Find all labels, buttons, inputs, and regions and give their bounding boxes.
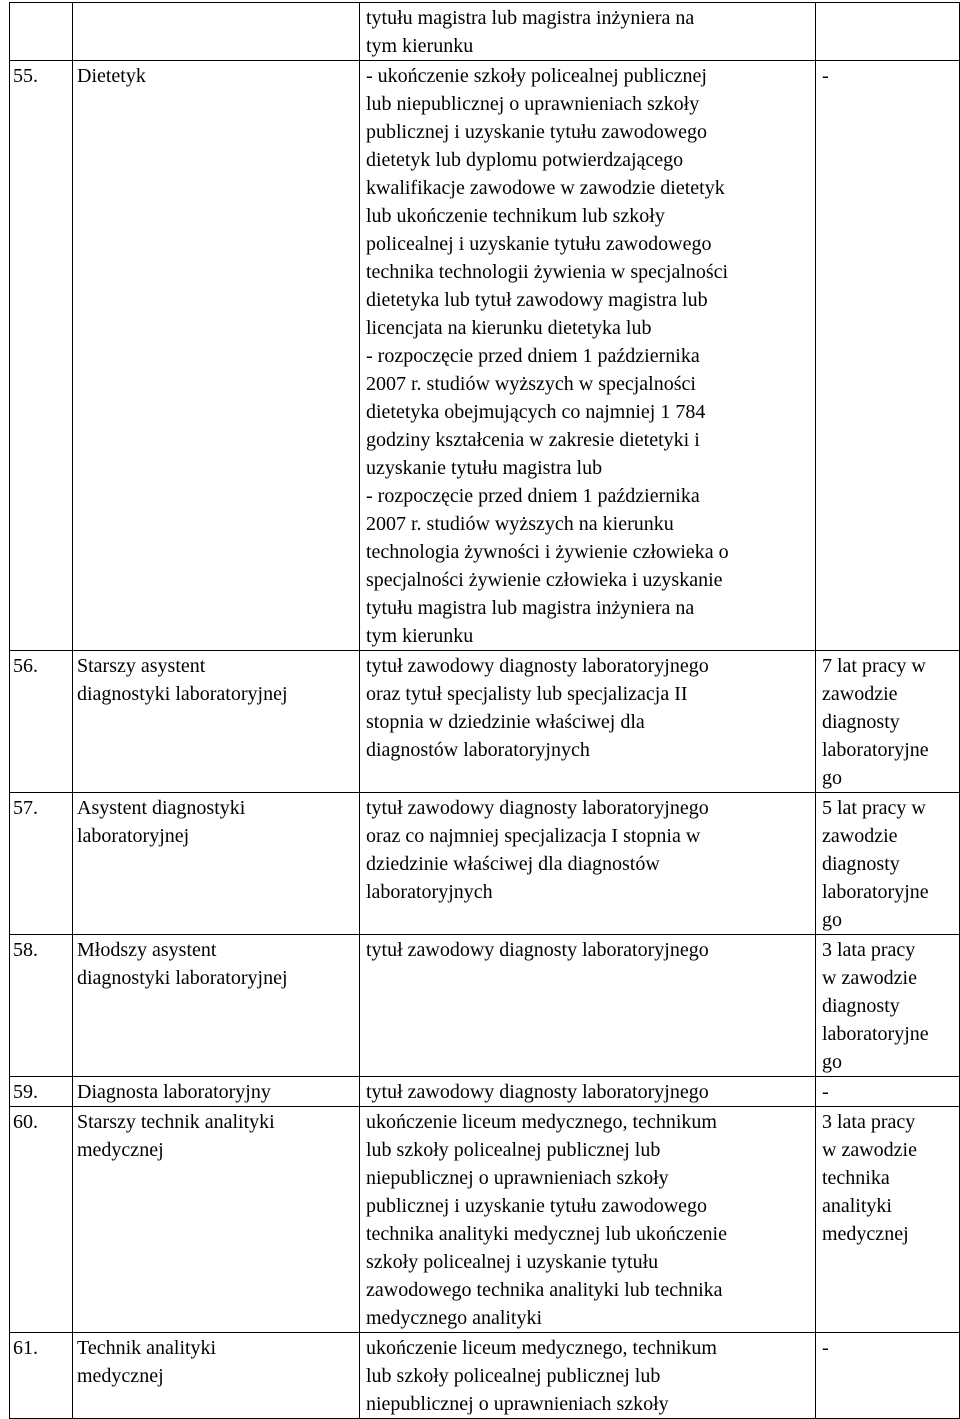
position-name-line: medycznej (77, 1139, 164, 1161)
position-number-cell (10, 61, 73, 651)
required-experience-line: - (822, 65, 829, 87)
qualification-requirements-line: tytuł zawodowy diagnosty laboratoryjnego (366, 655, 709, 677)
qualification-requirements-line: tytuł zawodowy diagnosty laboratoryjnego (366, 939, 709, 961)
position-name-cell (73, 1077, 360, 1107)
qualification-requirements-line: ukończenie liceum medycznego, technikum (366, 1337, 717, 1359)
table-row (10, 3, 960, 61)
qualification-requirements-line: tytułu magistra lub magistra inżyniera na (366, 597, 695, 619)
position-number: 55. (13, 65, 38, 87)
required-experience-line: technika (822, 1167, 890, 1189)
position-name-line: Asystent diagnostyki (77, 797, 246, 819)
qualification-requirements-line: oraz co najmniej specjalizacja I stopnia w (366, 825, 701, 847)
qualification-requirements-line: technika analityki medycznej lub ukończenie (366, 1223, 727, 1245)
qualification-requirements-line: tytuł zawodowy diagnosty laboratoryjnego (366, 797, 709, 819)
required-experience-line: laboratoryjne (822, 1023, 929, 1045)
required-experience-cell (816, 1107, 960, 1333)
required-experience-cell (816, 793, 960, 935)
qualification-requirements-line: dietetyka lub tytuł zawodowy magistra lub (366, 289, 708, 311)
qualification-requirements-line: specjalności żywienie człowieka i uzyskanie (366, 569, 723, 591)
qualifications-table (9, 2, 960, 1419)
qualification-requirements-cell (360, 935, 816, 1077)
qualification-requirements-line: zawodowego technika analityki lub technika (366, 1279, 723, 1301)
qualification-requirements-line: uzyskanie tytułu magistra lub (366, 457, 603, 479)
table-row (10, 793, 960, 935)
position-number-cell (10, 1107, 73, 1333)
required-experience-line: w zawodzie (822, 967, 917, 989)
qualification-requirements-cell (360, 1077, 816, 1107)
position-number-cell (10, 935, 73, 1077)
required-experience-line: diagnosty (822, 853, 900, 875)
qualification-requirements-line: stopnia w dziedzinie właściwej dla (366, 711, 645, 733)
qualification-requirements-line: tytułu magistra lub magistra inżyniera na (366, 7, 695, 29)
qualification-requirements-line: lub ukończenie technikum lub szkoły (366, 205, 665, 227)
required-experience-line: analityki (822, 1195, 892, 1217)
position-number-cell (10, 1077, 73, 1107)
required-experience-line: 3 lata pracy (822, 939, 916, 961)
required-experience-line: - (822, 1081, 829, 1103)
required-experience-cell (816, 61, 960, 651)
required-experience-line: diagnosty (822, 711, 900, 733)
required-experience-line: 3 lata pracy (822, 1111, 916, 1133)
qualification-requirements-line: laboratoryjnych (366, 881, 493, 903)
required-experience-line: 7 lat pracy w (822, 655, 926, 677)
required-experience-line: zawodzie (822, 825, 898, 847)
qualification-requirements-line: godziny kształcenia w zakresie dietetyki i (366, 429, 700, 451)
table-row (10, 651, 960, 793)
required-experience-line: go (822, 909, 842, 931)
qualification-requirements-line: licencjata na kierunku dietetyka lub (366, 317, 652, 339)
required-experience-line: laboratoryjne (822, 881, 929, 903)
required-experience-cell (816, 1077, 960, 1107)
required-experience-line: laboratoryjne (822, 739, 929, 761)
qualifications-table-body (10, 3, 960, 1419)
qualification-requirements-line: publicznej i uzyskanie tytułu zawodowego (366, 121, 708, 143)
required-experience-line: diagnosty (822, 995, 900, 1017)
qualification-requirements-line: diagnostów laboratoryjnych (366, 739, 590, 761)
qualification-requirements-line: niepublicznej o uprawnieniach szkoły (366, 1393, 669, 1415)
qualification-requirements-line: technika technologii żywienia w specjalności (366, 261, 729, 283)
required-experience-line: w zawodzie (822, 1139, 917, 1161)
qualification-requirements-line: lub szkoły policealnej publicznej lub (366, 1365, 661, 1387)
position-number: 57. (13, 797, 38, 819)
qualification-requirements-line: tytuł zawodowy diagnosty laboratoryjnego (366, 1081, 709, 1103)
qualification-requirements-line: dietetyka obejmujących co najmniej 1 784 (366, 401, 706, 423)
qualification-requirements-line: oraz tytuł specjalisty lub specjalizacja II (366, 683, 688, 705)
position-name-line: diagnostyki laboratoryjnej (77, 683, 288, 705)
table-row (10, 1333, 960, 1419)
qualification-requirements-line: technologia żywności i żywienie człowieka o (366, 541, 729, 563)
position-name-cell (73, 935, 360, 1077)
position-name-line: Młodszy asystent (77, 939, 217, 961)
qualification-requirements-line: niepublicznej o uprawnieniach szkoły (366, 1167, 669, 1189)
position-number: 56. (13, 655, 38, 677)
qualification-requirements-line: dietetyk lub dyplomu potwierdzającego (366, 149, 684, 171)
position-name-line: laboratoryjnej (77, 825, 190, 847)
qualification-requirements-line: tym kierunku (366, 35, 474, 57)
position-name-cell (73, 1333, 360, 1419)
qualification-requirements-line: 2007 r. studiów wyższych na kierunku (366, 513, 674, 535)
position-number: 59. (13, 1081, 38, 1103)
qualification-requirements-line: - rozpoczęcie przed dniem 1 października (366, 345, 700, 367)
position-name-line: Diagnosta laboratoryjny (77, 1081, 271, 1103)
qualification-requirements-line: 2007 r. studiów wyższych w specjalności (366, 373, 696, 395)
position-name-line: diagnostyki laboratoryjnej (77, 967, 288, 989)
required-experience-line: go (822, 1051, 842, 1073)
qualification-requirements-line: dziedzinie właściwej dla diagnostów (366, 853, 660, 875)
position-number-cell (10, 651, 73, 793)
required-experience-line: zawodzie (822, 683, 898, 705)
qualification-requirements-line: policealnej i uzyskanie tytułu zawodowego (366, 233, 712, 255)
qualification-requirements-line: lub niepublicznej o uprawnieniach szkoły (366, 93, 700, 115)
qualification-requirements-cell (360, 651, 816, 793)
table-row (10, 61, 960, 651)
table-row (10, 1077, 960, 1107)
position-number: 61. (13, 1337, 38, 1359)
position-name-cell (73, 651, 360, 793)
position-name-line: medycznej (77, 1365, 164, 1387)
position-number-cell (10, 3, 73, 61)
required-experience-cell (816, 1333, 960, 1419)
position-number-cell (10, 793, 73, 935)
qualification-requirements-line: medycznego analityki (366, 1307, 543, 1329)
table-row (10, 1107, 960, 1333)
qualification-requirements-cell (360, 793, 816, 935)
qualification-requirements-line: - rozpoczęcie przed dniem 1 października (366, 485, 700, 507)
required-experience-cell (816, 651, 960, 793)
qualification-requirements-cell (360, 61, 816, 651)
qualification-requirements-line: lub szkoły policealnej publicznej lub (366, 1139, 661, 1161)
required-experience-line: go (822, 767, 842, 789)
qualification-requirements-line: - ukończenie szkoły policealnej publicznej (366, 65, 707, 87)
table-row (10, 935, 960, 1077)
position-number: 60. (13, 1111, 38, 1133)
qualification-requirements-line: szkoły policealnej i uzyskanie tytułu (366, 1251, 659, 1273)
position-name-cell (73, 61, 360, 651)
qualification-requirements-line: kwalifikacje zawodowe w zawodzie dietetyk (366, 177, 725, 199)
qualification-requirements-line: publicznej i uzyskanie tytułu zawodowego (366, 1195, 708, 1217)
required-experience-cell (816, 3, 960, 61)
required-experience-cell (816, 935, 960, 1077)
required-experience-line: - (822, 1337, 829, 1359)
qualification-requirements-cell (360, 1107, 816, 1333)
position-number: 58. (13, 939, 38, 961)
position-name-cell (73, 793, 360, 935)
qualification-requirements-line: tym kierunku (366, 625, 474, 647)
qualification-requirements-line: ukończenie liceum medycznego, technikum (366, 1111, 717, 1133)
position-number-cell (10, 1333, 73, 1419)
required-experience-line: medycznej (822, 1223, 909, 1245)
position-name-line: Starszy asystent (77, 655, 206, 677)
position-name-cell (73, 1107, 360, 1333)
qualification-requirements-cell (360, 3, 816, 61)
required-experience-line: 5 lat pracy w (822, 797, 926, 819)
position-name-line: Starszy technik analityki (77, 1111, 275, 1133)
position-name-line: Dietetyk (77, 65, 146, 87)
position-name-line: Technik analityki (77, 1337, 217, 1359)
position-name-cell (73, 3, 360, 61)
qualification-requirements-cell (360, 1333, 816, 1419)
